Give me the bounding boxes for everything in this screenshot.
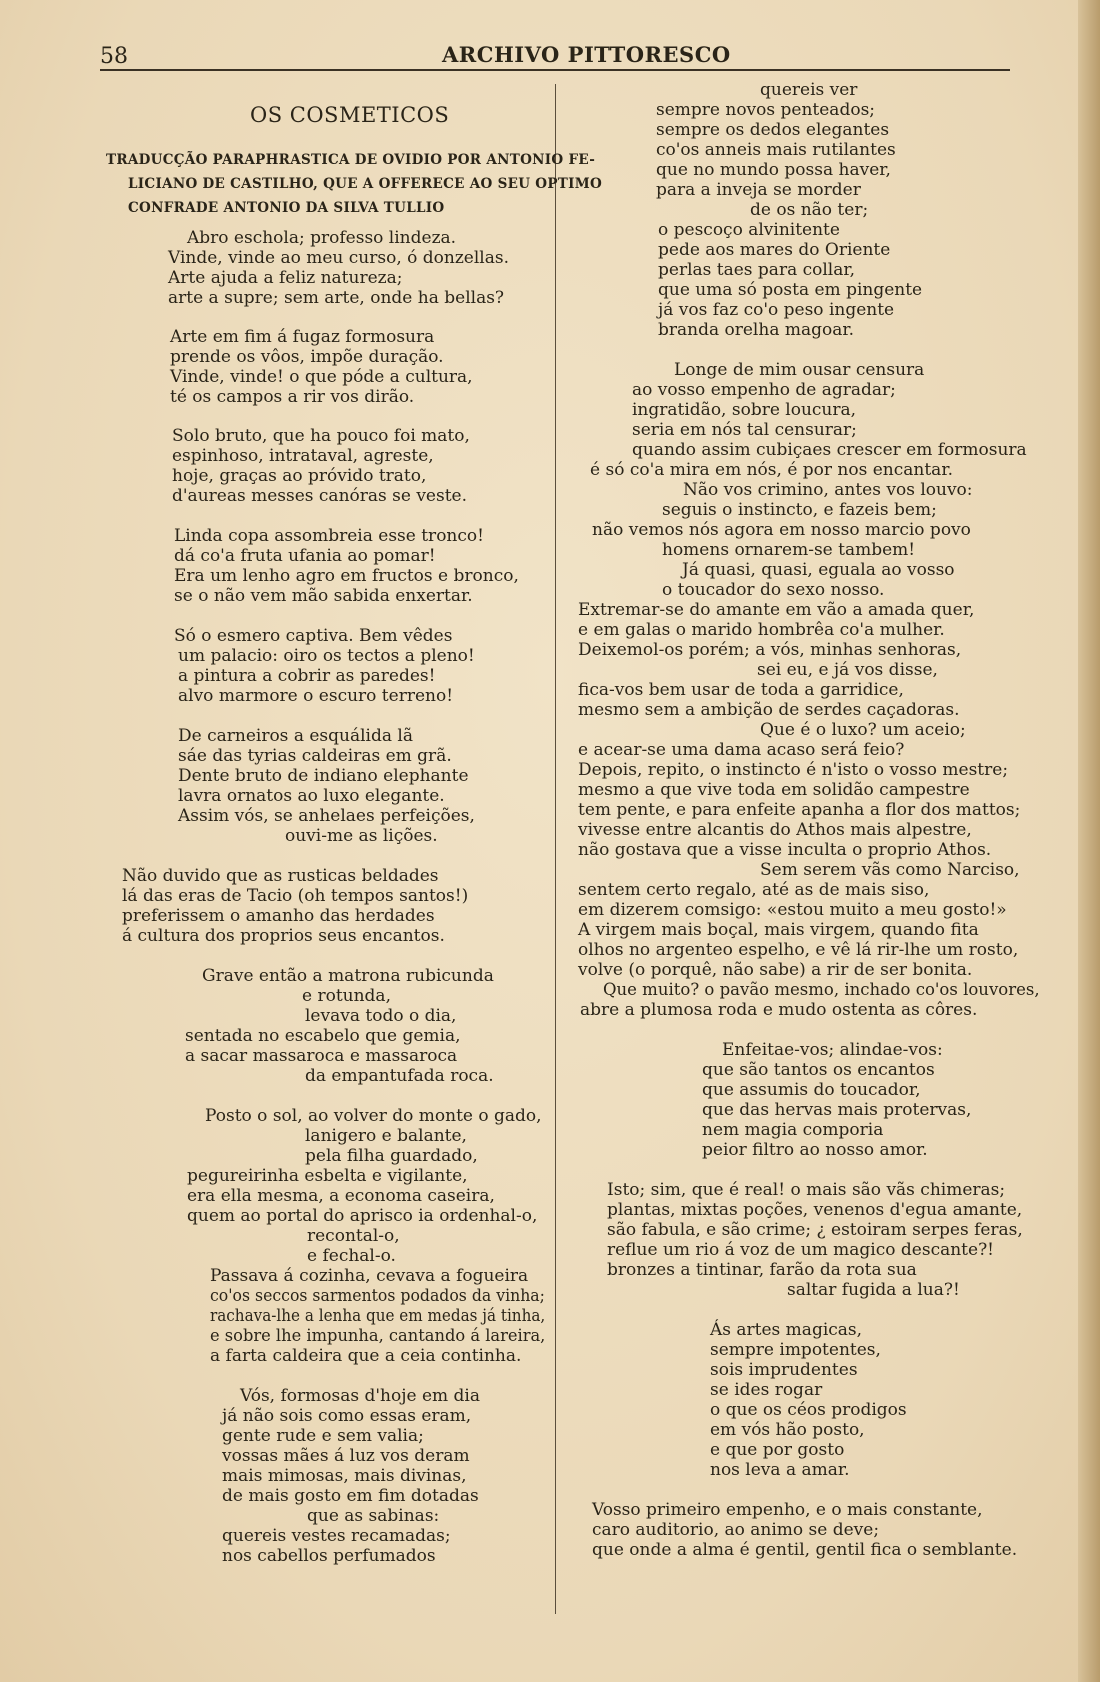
verse-line: lavra ornatos ao luxo elegante. <box>178 786 445 806</box>
verse-line: Que é o luxo? um aceio; <box>760 720 966 740</box>
verse-line: quando assim cubiçaes crescer em formosura <box>632 440 1027 460</box>
verse-line: volve (o porquê, não sabe) a rir de ser bonita. <box>578 960 973 980</box>
header-rule <box>100 69 1010 71</box>
verse-line: Sem serem vãs como Narciso, <box>760 860 1020 880</box>
article-subtitle <box>106 148 603 220</box>
verse-line: á cultura dos proprios seus encantos. <box>122 926 445 946</box>
verse-line: nem magia comporia <box>702 1120 884 1140</box>
verse-line: Vinde, vinde ao meu curso, ó donzellas. <box>168 248 509 268</box>
verse-line: para a inveja se morder <box>656 180 861 200</box>
verse-line: Dente bruto de indiano elephante <box>178 766 469 786</box>
verse-line: pegureirinha esbelta e vigilante, <box>187 1166 468 1186</box>
verse-line: o pescoço alvinitente <box>658 220 840 240</box>
verse-line: Grave então a matrona rubicunda <box>202 966 494 986</box>
verse-line: ingratidão, sobre loucura, <box>632 400 857 420</box>
verse-line: sei eu, e já vos disse, <box>757 660 938 680</box>
verse-line: mesmo a que vive toda em solidão campestre <box>578 780 970 800</box>
verse-line: Era um lenho agro em fructos e bronco, <box>174 566 519 586</box>
verse-line: a pintura a cobrir as paredes! <box>178 666 436 686</box>
verse-line: co'os seccos sarmentos podados da vinha; <box>210 1286 545 1306</box>
verse-line: e em galas o marido hombrêa co'a mulher. <box>578 620 945 640</box>
verse-line: que onde a alma é gentil, gentil fica o semblante. <box>592 1540 1018 1560</box>
verse-line: de os não ter; <box>750 200 869 220</box>
verse-line: recontal-o, <box>307 1226 400 1246</box>
verse-line: Depois, repito, o instincto é n'isto o vosso mestre; <box>578 760 1009 780</box>
verse-line: branda orelha magoar. <box>658 320 855 340</box>
verse-line: caro auditorio, ao animo se deve; <box>592 1520 880 1540</box>
verse-line: e rotunda, <box>302 986 391 1006</box>
verse-line: Ás artes magicas, <box>710 1320 863 1340</box>
page-number: 58 <box>100 44 128 69</box>
verse-line: sentada no escabelo que gemia, <box>185 1026 461 1046</box>
verse-line: Vinde, vinde! o que póde a cultura, <box>170 367 473 387</box>
verse-line: que as sabinas: <box>307 1506 440 1526</box>
verse-line: hoje, graças ao próvido trato, <box>172 466 427 486</box>
verse-line: não vemos nós agora em nosso marcio povo <box>592 520 971 540</box>
verse-line: vivesse entre alcantis do Athos mais alpestre, <box>578 820 972 840</box>
verse-line: alvo marmore o escuro terreno! <box>178 686 454 706</box>
verse-line: plantas, mixtas poções, venenos d'egua amante, <box>607 1200 1023 1220</box>
verse-line: já não sois como essas eram, <box>222 1406 472 1426</box>
verse-line: quem ao portal do aprisco ia ordenhal-o, <box>187 1206 538 1226</box>
verse-line: Arte em fim á fugaz formosura <box>170 327 435 347</box>
verse-line: homens ornarem-se tambem! <box>662 540 916 560</box>
verse-line: são fabula, e são crime; ¿ estoiram serpes feras, <box>607 1220 1023 1240</box>
verse-line: seria em nós tal censurar; <box>632 420 857 440</box>
verse-line: Extremar-se do amante em vão a amada quer, <box>578 600 975 620</box>
verse-line: já vos faz co'o peso ingente <box>658 300 895 320</box>
verse-line: era ella mesma, a economa caseira, <box>187 1186 495 1206</box>
verse-line: seguis o instincto, e fazeis bem; <box>662 500 937 520</box>
verse-line: fica-vos bem usar de toda a garridice, <box>578 680 904 700</box>
verse-line: e fechal-o. <box>307 1246 396 1266</box>
verse-line: quereis ver <box>760 80 858 100</box>
verse-line: olhos no argenteo espelho, e vê lá rir-lhe um rosto, <box>578 940 1019 960</box>
verse-line: Linda copa assombreia esse tronco! <box>174 526 484 546</box>
verse-line: Deixemol-os porém; a vós, minhas senhoras, <box>578 640 962 660</box>
verse-line: e que por gosto <box>710 1440 845 1460</box>
verse-line: um palacio: oiro os tectos a pleno! <box>178 646 475 666</box>
verse-line: lanigero e balante, <box>305 1126 467 1146</box>
verse-line: d'aureas messes canóras se veste. <box>172 486 468 506</box>
verse-line: lá das eras de Tacio (oh tempos santos!) <box>122 886 469 906</box>
verse-line: tem pente, e para enfeite apanha a flor dos mattos; <box>578 800 1021 820</box>
verse-line: sempre novos penteados; <box>656 100 876 120</box>
verse-line: em dizerem comsigo: «estou muito a meu gosto!» <box>578 900 1007 920</box>
verse-line: mais mimosas, mais divinas, <box>222 1466 467 1486</box>
verse-line: que no mundo possa haver, <box>656 160 891 180</box>
verse-line: A virgem mais boçal, mais virgem, quando fita <box>578 920 979 940</box>
verse-line: nos leva a amar. <box>710 1460 850 1480</box>
verse-line: preferissem o amanho das herdades <box>122 906 435 926</box>
verse-line: mesmo sem a ambição de serdes caçadoras. <box>578 700 960 720</box>
verse-line: sempre os dedos elegantes <box>656 120 890 140</box>
verse-line: que são tantos os encantos <box>702 1060 935 1080</box>
subtitle-line: CONFRADE ANTONIO DA SILVA TULLIO <box>128 200 445 216</box>
verse-line: bronzes a tintinar, farão da rota sua <box>607 1260 917 1280</box>
verse-line: arte a supre; sem arte, onde ha bellas? <box>168 288 505 308</box>
verse-line: nos cabellos perfumados <box>222 1546 436 1566</box>
verse-line: Assim vós, se anhelaes perfeições, <box>178 806 475 826</box>
subtitle-line: TRADUCÇÃO PARAPHRASTICA DE OVIDIO POR ANTONIO FE- <box>106 152 596 168</box>
verse-line: que assumis do toucador, <box>702 1080 921 1100</box>
verse-line: Longe de mim ousar censura <box>674 360 925 380</box>
verse-line: abre a plumosa roda e mudo ostenta as côres. <box>580 1000 978 1020</box>
verse-line: a farta caldeira que a ceia continha. <box>210 1346 522 1366</box>
verse-line: se o não vem mão sabida enxertar. <box>174 586 473 606</box>
verse-line: ouvi-me as lições. <box>285 826 438 846</box>
verse-line: sáe das tyrias caldeiras em grã. <box>178 746 452 766</box>
verse-line: Não duvido que as rusticas beldades <box>122 866 439 886</box>
verse-line: Vós, formosas d'hoje em dia <box>240 1386 480 1406</box>
verse-line: quereis vestes recamadas; <box>222 1526 451 1546</box>
verse-line: se ides rogar <box>710 1380 823 1400</box>
verse-line: Solo bruto, que ha pouco foi mato, <box>172 426 470 446</box>
verse-line: rachava-lhe a lenha que em medas já tinha, <box>210 1306 546 1326</box>
verse-line: sentem certo regalo, até as de mais siso, <box>578 880 930 900</box>
verse-line: Arte ajuda a feliz natureza; <box>168 268 403 288</box>
article-title: OS COSMETICOS <box>250 103 450 127</box>
verse-line: espinhoso, intrataval, agreste, <box>172 446 434 466</box>
verse-line: não gostava que a visse inculta o proprio Athos. <box>578 840 992 860</box>
verse-line: sois imprudentes <box>710 1360 858 1380</box>
verse-line: Enfeitae-vos; alindae-vos: <box>722 1040 943 1060</box>
verse-line: Não vos crimino, antes vos louvo: <box>683 480 973 500</box>
verse-line: Que muito? o pavão mesmo, inchado co'os louvores, <box>603 980 1040 1000</box>
verse-line: té os campos a rir vos dirão. <box>170 387 415 407</box>
verse-line: que das hervas mais protervas, <box>702 1100 972 1120</box>
verse-line: Posto o sol, ao volver do monte o gado, <box>205 1106 542 1126</box>
column-divider <box>555 84 556 1614</box>
verse-line: da empantufada roca. <box>305 1066 494 1086</box>
verse-line: e acear-se uma dama acaso será feio? <box>578 740 905 760</box>
verse-line: saltar fugida a lua?! <box>787 1280 960 1300</box>
verse-line: perlas taes para collar, <box>658 260 856 280</box>
verse-line: em vós hão posto, <box>710 1420 865 1440</box>
verse-line: levava todo o dia, <box>305 1006 457 1026</box>
verse-line: peior filtro ao nosso amor. <box>702 1140 928 1160</box>
running-head: ARCHIVO PITTORESCO <box>442 42 731 67</box>
verse-line: e sobre lhe impunha, cantando á lareira, <box>210 1326 546 1346</box>
verse-line: é só co'a mira em nós, é por nos encantar. <box>590 460 953 480</box>
verse-line: vossas mães á luz vos deram <box>222 1446 470 1466</box>
verse-line: Só o esmero captiva. Bem vêdes <box>174 626 453 646</box>
verse-line: dá co'a fruta ufania ao pomar! <box>174 546 436 566</box>
verse-line: gente rude e sem valia; <box>222 1426 424 1446</box>
verse-line: pela filha guardado, <box>305 1146 478 1166</box>
verse-line: Já quasi, quasi, eguala ao vosso <box>682 560 955 580</box>
verse-line: Vosso primeiro empenho, e o mais constante, <box>592 1500 983 1520</box>
subtitle-line: LICIANO DE CASTILHO, QUE A OFFERECE AO SEU OPTIMO <box>128 176 603 192</box>
verse-line: prende os vôos, impõe duração. <box>170 347 444 367</box>
verse-line: Passava á cozinha, cevava a fogueira <box>210 1266 529 1286</box>
verse-line: o que os céos prodigos <box>710 1400 907 1420</box>
verse-line: reflue um rio á voz de um magico descante?! <box>607 1240 995 1260</box>
verse-line: o toucador do sexo nosso. <box>662 580 885 600</box>
verse-line: De carneiros a esquálida lã <box>178 726 413 746</box>
verse-line: de mais gosto em fim dotadas <box>222 1486 479 1506</box>
verse-line: sempre impotentes, <box>710 1340 881 1360</box>
verse-line: co'os anneis mais rutilantes <box>656 140 896 160</box>
verse-line: ao vosso empenho de agradar; <box>632 380 896 400</box>
verse-line: pede aos mares do Oriente <box>658 240 891 260</box>
verse-line: a sacar massaroca e massaroca <box>185 1046 458 1066</box>
page-edge <box>1078 0 1100 1682</box>
verse-line: Abro eschola; professo lindeza. <box>187 228 457 248</box>
verse-line: Isto; sim, que é real! o mais são vãs chimeras; <box>607 1180 1006 1200</box>
verse-line: que uma só posta em pingente <box>658 280 923 300</box>
